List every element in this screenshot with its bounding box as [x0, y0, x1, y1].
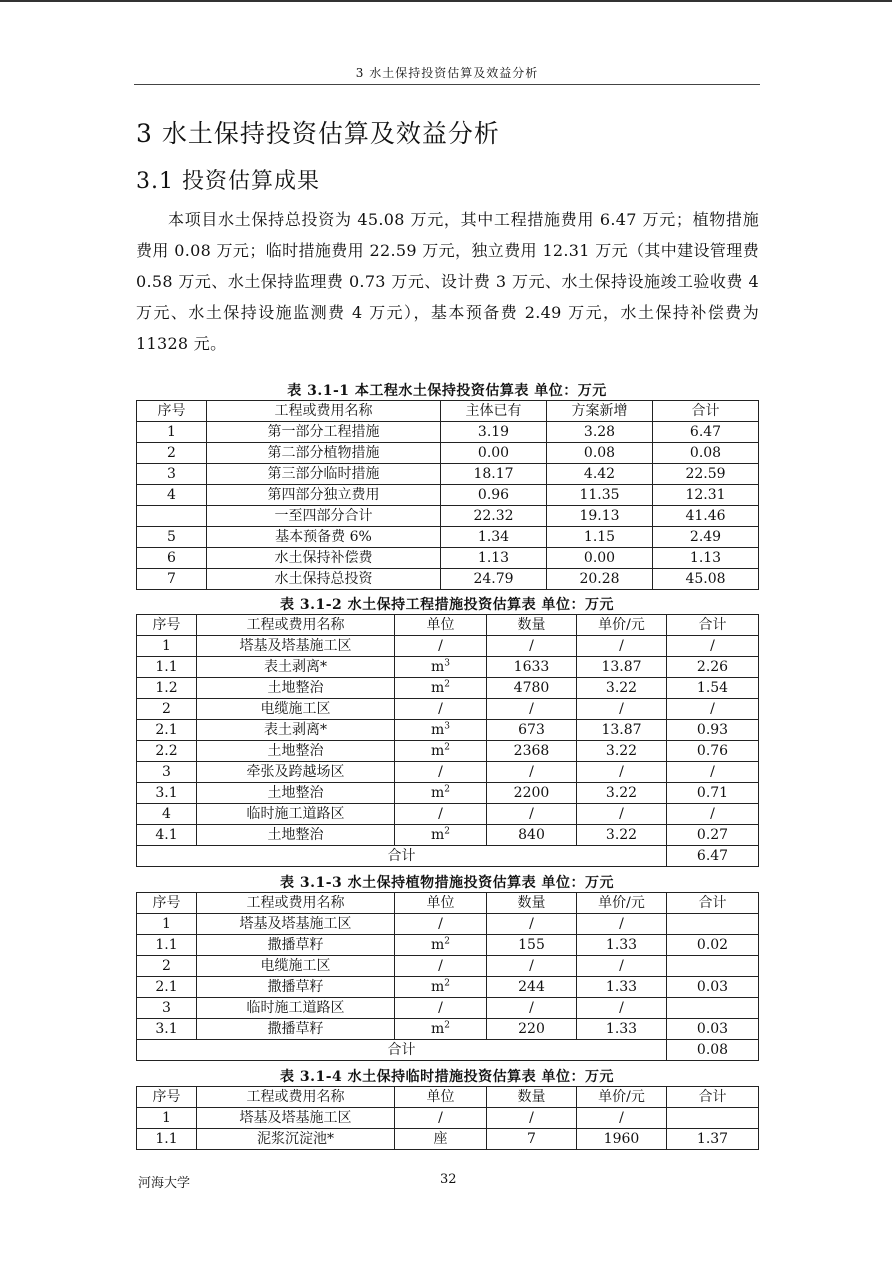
table-cell: /	[577, 762, 667, 783]
column-header: 合计	[667, 615, 759, 636]
table-cell: 2200	[487, 783, 577, 804]
table3-caption: 表 3.1-3 水土保持植物措施投资估算表 单位：万元	[279, 875, 615, 891]
table-cell: $m^3$	[395, 657, 487, 678]
table-cell: /	[395, 956, 487, 977]
table-cell: 0.27	[667, 825, 759, 846]
table-cell: 1.1	[137, 657, 197, 678]
table-row	[137, 548, 759, 569]
table-cell: $m^2$	[395, 1019, 487, 1040]
table-cell: 土地整治	[197, 783, 395, 804]
table-cell: /	[487, 699, 577, 720]
table-cell: 土地整治	[197, 678, 395, 699]
table-cell: /	[395, 1108, 487, 1129]
table-cell: 第三部分临时措施	[207, 464, 441, 485]
table-cell	[667, 1108, 759, 1129]
table-cell: 1.2	[137, 678, 197, 699]
total-row	[137, 846, 759, 867]
column-header: 单价/元	[577, 1087, 667, 1108]
table-row	[137, 464, 759, 485]
table-cell: /	[395, 699, 487, 720]
table-cell: /	[487, 1108, 577, 1129]
summary-paragraph: 本项目水土保持总投资为 45.08 万元，其中工程措施费用 6.47 万元；植物措施费用 0.08 万元；临时措施费用 22.59 万元，独立费用 12.31 万元（其中建设管理费 0.58 万元、水土保持监理费 0.73 万元、设计费 3 万元、水土保持设施竣工验收费 4 万元、水土保持设施监测费 4 万元），基本预备费 2.49 万元，水土保持补偿费为 11328 元。	[136, 210, 759, 353]
table-cell: /	[395, 998, 487, 1019]
column-header: 序号	[137, 893, 197, 914]
table-cell: 7	[137, 569, 207, 590]
table-cell: /	[667, 636, 759, 657]
table-cell: 19.13	[547, 506, 653, 527]
total-label: 合计	[137, 846, 667, 867]
table-row	[137, 998, 759, 1019]
table-row	[137, 485, 759, 506]
table-cell: 撒播草籽	[197, 935, 395, 956]
table-cell: 3.1	[137, 783, 197, 804]
table-cell: $m^2$	[395, 935, 487, 956]
table-cell: 4780	[487, 678, 577, 699]
table-cell: 13.87	[577, 657, 667, 678]
table-cell: 220	[487, 1019, 577, 1040]
column-header: 序号	[137, 1087, 197, 1108]
table-cell: /	[577, 914, 667, 935]
table-cell: 2.2	[137, 741, 197, 762]
table-cell: 塔基及塔基施工区	[197, 636, 395, 657]
table-cell: 11.35	[547, 485, 653, 506]
column-header: 单位	[395, 615, 487, 636]
table-row	[137, 699, 759, 720]
table-cell: 2	[137, 443, 207, 464]
table-cell: 1.33	[577, 977, 667, 998]
column-header: 单位	[395, 893, 487, 914]
table-cell: 基本预备费 6%	[207, 527, 441, 548]
table-cell: 22.32	[441, 506, 547, 527]
table-row	[137, 935, 759, 956]
table-cell: 第一部分工程措施	[207, 422, 441, 443]
total-row	[137, 1040, 759, 1061]
table-cell: 土地整治	[197, 741, 395, 762]
table-cell: 244	[487, 977, 577, 998]
table-cell: 0.03	[667, 1019, 759, 1040]
column-header: 工程或费用名称	[197, 1087, 395, 1108]
column-header: 序号	[137, 615, 197, 636]
table-cell: 2	[137, 699, 197, 720]
table-cell: 0.93	[667, 720, 759, 741]
table-cell: 1.34	[441, 527, 547, 548]
table-cell: /	[395, 762, 487, 783]
table-cell: 第四部分独立费用	[207, 485, 441, 506]
table-cell: /	[487, 998, 577, 1019]
table-cell: 4	[137, 485, 207, 506]
table-cell: 673	[487, 720, 577, 741]
table-cell: 840	[487, 825, 577, 846]
table-cell: 41.46	[653, 506, 759, 527]
table1-investment-summary	[136, 400, 759, 590]
table-cell	[667, 998, 759, 1019]
table-row	[137, 977, 759, 998]
table-cell: 22.59	[653, 464, 759, 485]
column-header: 工程或费用名称	[207, 401, 441, 422]
table-cell: $m^2$	[395, 825, 487, 846]
total-label: 合计	[137, 1040, 667, 1061]
table-cell: /	[577, 804, 667, 825]
table-cell: 2.1	[137, 720, 197, 741]
table-cell: 电缆施工区	[197, 699, 395, 720]
table-cell: 表土剥离*	[197, 720, 395, 741]
top-border-line	[0, 0, 892, 2]
table-row	[137, 804, 759, 825]
table3-plant-measures	[136, 892, 759, 1061]
table4-temporary-measures	[136, 1086, 759, 1150]
table-row	[137, 741, 759, 762]
table-cell: /	[667, 762, 759, 783]
table-cell: 塔基及塔基施工区	[197, 914, 395, 935]
table-cell: 45.08	[653, 569, 759, 590]
table-cell: 土地整治	[197, 825, 395, 846]
table-cell: 临时施工道路区	[197, 804, 395, 825]
column-header: 工程或费用名称	[197, 893, 395, 914]
table-cell: 4.1	[137, 825, 197, 846]
running-header: 3 水土保持投资估算及效益分析	[355, 66, 539, 80]
table-row	[137, 762, 759, 783]
table-cell: 6	[137, 548, 207, 569]
table-cell: 18.17	[441, 464, 547, 485]
table-cell: 1.33	[577, 1019, 667, 1040]
column-header: 合计	[667, 1087, 759, 1108]
table-row	[137, 914, 759, 935]
table-cell: 4.42	[547, 464, 653, 485]
table1-caption: 表 3.1-1 本工程水土保持投资估算表 单位：万元	[287, 383, 607, 399]
table-cell: 1	[137, 1108, 197, 1129]
table-cell: 3	[137, 998, 197, 1019]
table-cell: 0.03	[667, 977, 759, 998]
column-header: 数量	[487, 893, 577, 914]
table-row	[137, 678, 759, 699]
column-header: 单价/元	[577, 615, 667, 636]
table-cell: 2	[137, 956, 197, 977]
table-cell: $m^2$	[395, 783, 487, 804]
table-cell: /	[395, 804, 487, 825]
table-cell: 撒播草籽	[197, 1019, 395, 1040]
table-cell: 1.33	[577, 935, 667, 956]
table-cell: /	[487, 636, 577, 657]
footer-page-number: 32	[440, 1172, 457, 1187]
table-cell	[137, 506, 207, 527]
table-cell: 水土保持补偿费	[207, 548, 441, 569]
table-cell: 电缆施工区	[197, 956, 395, 977]
table-row	[137, 1129, 759, 1150]
table-cell: 撒播草籽	[197, 977, 395, 998]
table-cell: 1.1	[137, 1129, 197, 1150]
table-row	[137, 657, 759, 678]
table-cell: 0.96	[441, 485, 547, 506]
table-cell: /	[487, 914, 577, 935]
table-row	[137, 506, 759, 527]
table-row	[137, 956, 759, 977]
table-cell: 155	[487, 935, 577, 956]
table-cell: 一至四部分合计	[207, 506, 441, 527]
table-cell: 0.08	[653, 443, 759, 464]
table-cell: 3.22	[577, 825, 667, 846]
table-cell: $m^3$	[395, 720, 487, 741]
table-header-row	[137, 1087, 759, 1108]
table-cell: /	[667, 699, 759, 720]
table2-caption: 表 3.1-2 水土保持工程措施投资估算表 单位：万元	[279, 597, 615, 613]
column-header: 合计	[653, 401, 759, 422]
table-cell: 水土保持总投资	[207, 569, 441, 590]
table-row	[137, 636, 759, 657]
table-cell: 0.02	[667, 935, 759, 956]
table-cell: /	[577, 998, 667, 1019]
table-cell	[667, 956, 759, 977]
table-cell: 0.76	[667, 741, 759, 762]
table-header-row	[137, 893, 759, 914]
table-cell: 0.00	[441, 443, 547, 464]
table-cell: $m^2$	[395, 977, 487, 998]
table-cell: /	[577, 1108, 667, 1129]
table-cell: 1.37	[667, 1129, 759, 1150]
table-cell: 1.15	[547, 527, 653, 548]
column-header: 单位	[395, 1087, 487, 1108]
header-rule	[134, 84, 760, 85]
table-cell: 座	[395, 1129, 487, 1150]
table-cell: 1.1	[137, 935, 197, 956]
table-cell: 泥浆沉淀池*	[197, 1129, 395, 1150]
column-header: 序号	[137, 401, 207, 422]
table-cell: /	[487, 804, 577, 825]
table-cell: 0.71	[667, 783, 759, 804]
table-cell: 1.54	[667, 678, 759, 699]
table-cell: /	[577, 956, 667, 977]
table-cell: 临时施工道路区	[197, 998, 395, 1019]
column-header: 单价/元	[577, 893, 667, 914]
table-cell: 表土剥离*	[197, 657, 395, 678]
table-cell: 4	[137, 804, 197, 825]
table-cell: 5	[137, 527, 207, 548]
table-row	[137, 825, 759, 846]
chapter-title: 3 水土保持投资估算及效益分析	[136, 119, 500, 148]
table-cell	[667, 914, 759, 935]
column-header: 数量	[487, 1087, 577, 1108]
column-header: 方案新增	[547, 401, 653, 422]
table-cell: 第二部分植物措施	[207, 443, 441, 464]
table-row	[137, 527, 759, 548]
table-cell: 3	[137, 762, 197, 783]
table-cell: 1	[137, 914, 197, 935]
table-cell: $m^2$	[395, 678, 487, 699]
table-cell: 2.49	[653, 527, 759, 548]
table-cell: /	[577, 699, 667, 720]
table-cell: /	[487, 762, 577, 783]
table-row	[137, 720, 759, 741]
table-row	[137, 1108, 759, 1129]
table-cell: 2.26	[667, 657, 759, 678]
table-cell: 0.08	[547, 443, 653, 464]
table-header-row	[137, 615, 759, 636]
table-cell: 1960	[577, 1129, 667, 1150]
table-cell: 1.13	[441, 548, 547, 569]
table-cell: 13.87	[577, 720, 667, 741]
table-header-row	[137, 401, 759, 422]
column-header: 数量	[487, 615, 577, 636]
table-cell: 3.1	[137, 1019, 197, 1040]
table-row	[137, 422, 759, 443]
table-cell: 12.31	[653, 485, 759, 506]
table-cell: 3.22	[577, 741, 667, 762]
table-cell: 塔基及塔基施工区	[197, 1108, 395, 1129]
table-cell: 1633	[487, 657, 577, 678]
table-cell: /	[395, 914, 487, 935]
table-cell: /	[577, 636, 667, 657]
table-row	[137, 783, 759, 804]
table2-engineering-measures	[136, 614, 759, 867]
table-cell: 1	[137, 636, 197, 657]
table-cell: $m^2$	[395, 741, 487, 762]
column-header: 工程或费用名称	[197, 615, 395, 636]
table-cell: 7	[487, 1129, 577, 1150]
table-cell: /	[667, 804, 759, 825]
table-cell: 3.22	[577, 783, 667, 804]
table-cell: 2.1	[137, 977, 197, 998]
total-value: 0.08	[667, 1040, 759, 1061]
column-header: 主体已有	[441, 401, 547, 422]
table-cell: 3.19	[441, 422, 547, 443]
table-cell: /	[395, 636, 487, 657]
total-value: 6.47	[667, 846, 759, 867]
table-cell: 1	[137, 422, 207, 443]
section-title: 3.1 投资估算成果	[136, 169, 320, 194]
table-row	[137, 569, 759, 590]
table-cell: 24.79	[441, 569, 547, 590]
table-cell: 3.28	[547, 422, 653, 443]
table-row	[137, 443, 759, 464]
table-cell: 牵张及跨越场区	[197, 762, 395, 783]
table-cell: 20.28	[547, 569, 653, 590]
table4-caption: 表 3.1-4 水土保持临时措施投资估算表 单位：万元	[279, 1069, 615, 1085]
table-cell: 0.00	[547, 548, 653, 569]
table-row	[137, 1019, 759, 1040]
table-cell: 2368	[487, 741, 577, 762]
table-cell: 3	[137, 464, 207, 485]
column-header: 合计	[667, 893, 759, 914]
table-cell: 3.22	[577, 678, 667, 699]
footer-institution: 河海大学	[138, 1176, 191, 1191]
table-cell: 1.13	[653, 548, 759, 569]
table-cell: 6.47	[653, 422, 759, 443]
table-cell: /	[487, 956, 577, 977]
